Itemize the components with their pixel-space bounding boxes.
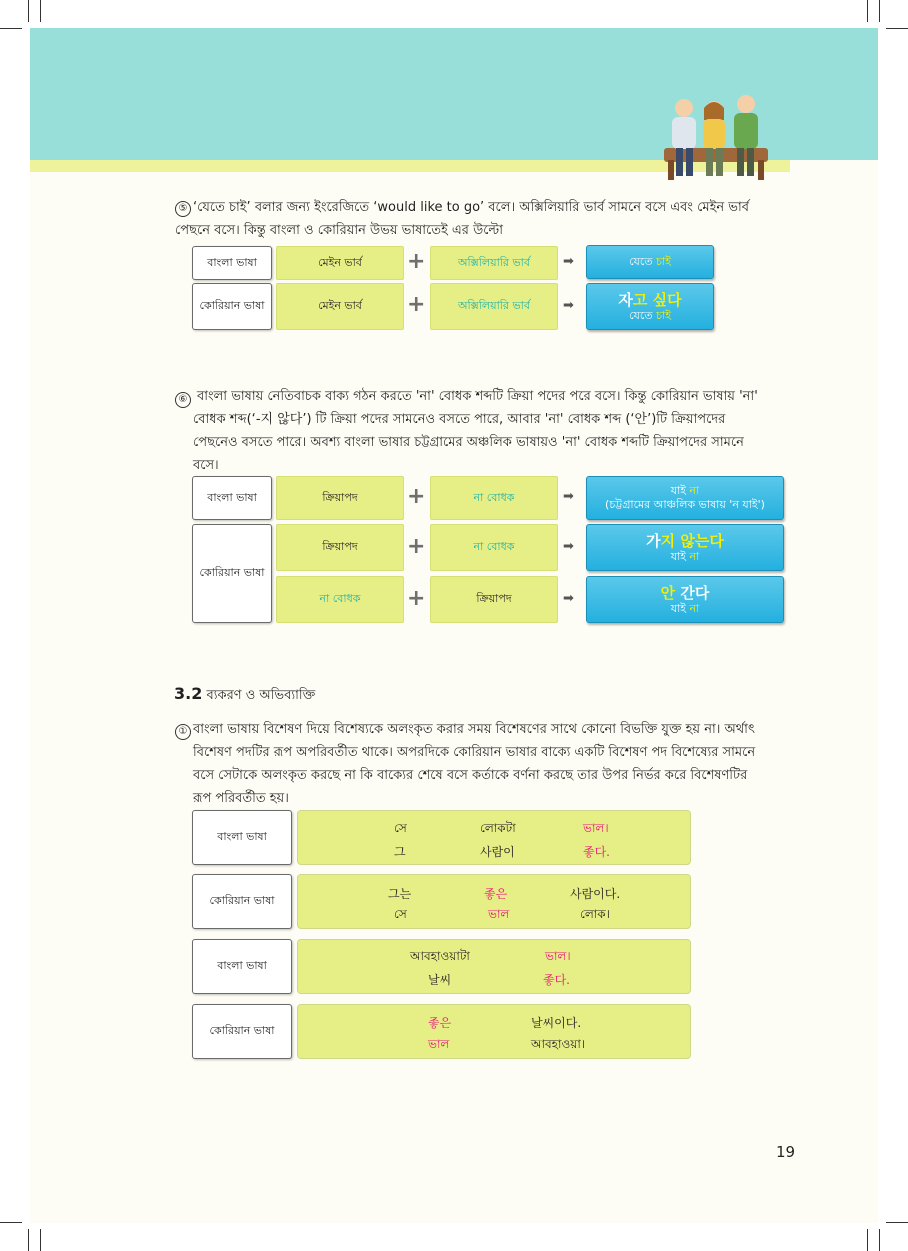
- plus-sign: +: [407, 534, 426, 559]
- page-number: 19: [776, 1143, 796, 1161]
- table5-row1-main-verb: মেইন ভার্ব: [276, 246, 404, 280]
- item1-text-line1: বাংলা ভাষায় বিশেষণ দিয়ে বিশেষ্যকে অলংকৃত করার সময় বিশেষণের সাথে কোনো বিভক্তি যুক্ত হয় না। অর্থাৎ: [193, 722, 755, 737]
- plus-sign: +: [407, 484, 426, 509]
- table5-row2-aux-verb: অক্সিলিয়ারি ভার্ব: [430, 283, 558, 330]
- section-title: ব্যকরণ ও অভিব্যাক্তি: [206, 688, 316, 703]
- crop-mark: [28, 1229, 29, 1251]
- table6-row3-negation: না বোধক: [276, 576, 404, 623]
- crop-mark: [867, 1229, 868, 1251]
- arrow-right-icon: ➡: [563, 489, 574, 504]
- example-adjective: 좋은: [428, 1016, 452, 1030]
- table6-korean-label: কোরিয়ান ভাষা: [192, 524, 272, 623]
- table5-row2-label: কোরিয়ান ভাষা: [192, 283, 272, 330]
- example3-label: বাংলা ভাষা: [192, 939, 292, 994]
- item1-text-line4: রূপ পরিবর্তীত হয়।: [193, 791, 289, 806]
- table5-row1-label: বাংলা ভাষা: [192, 246, 272, 280]
- table6-row1-result: [586, 476, 784, 520]
- item6-text-line4: বসে।: [193, 458, 219, 473]
- result-highlight: চাই: [656, 308, 671, 322]
- korean-verb: 간다: [675, 583, 710, 602]
- item5-text-line1: ‘যেতে চাই’ বলার জন্য ইংরেজিতে ‘would like to go’ বলে। অক্সিলিয়ারি ভার্ব সামনে বসে এবং মেইন ভার্ব: [193, 200, 749, 215]
- example1-label: বাংলা ভাষা: [192, 810, 292, 865]
- section-number: 3.2: [174, 684, 203, 703]
- three-people-bench-illustration: [662, 90, 774, 182]
- example-adjective: 좋다.: [583, 845, 610, 859]
- example2-label: কোরিয়ান ভাষা: [192, 874, 292, 929]
- example1-box: [297, 810, 691, 865]
- plus-sign: +: [407, 249, 426, 274]
- item6-text-line2: বোধক শব্দ(‘-지 않다’) টি ক্রিয়া পদের সামনেও বসতে পারে, আবার 'না' বোধক শব্দ (‘안’)টি ক্রিয়াপদের: [193, 412, 726, 427]
- example-adjective: ভাল।: [545, 949, 571, 963]
- item-number-1: ①: [175, 724, 191, 740]
- example-word: লোক।: [580, 907, 610, 921]
- result-text: যাই: [670, 601, 690, 615]
- item1-text-line3: বসে সেটাকে অলংকৃত করছে না কি বাক্যের শেষে বসে কর্তাকে বর্ণনা করছে তার উপর নির্ভর করে বিশেষণটির: [193, 768, 748, 783]
- example-adjective: 좋다.: [543, 973, 570, 987]
- example-word: 그: [394, 845, 406, 859]
- crop-mark: [867, 0, 868, 22]
- table5-row1-aux-verb: অক্সিলিয়ারি ভার্ব: [430, 246, 558, 280]
- item1-text-line2: বিশেষণ পদটির রূপ অপরিবর্তীত থাকে। অপরদিকে কোরিয়ান ভাষার বাক্যে একটি বিশেষণ পদ বিশেষ্যের সামনে: [193, 745, 756, 760]
- example-word: আবহাওয়াটা: [410, 949, 470, 963]
- result-highlight: চাই: [656, 255, 671, 268]
- example-word: 사람이다.: [570, 887, 621, 901]
- example-word: সে: [394, 821, 407, 835]
- example-adjective: ভাল।: [583, 821, 609, 835]
- example-adjective: 좋은: [484, 887, 508, 901]
- table5-row2-result: [586, 283, 714, 330]
- example-word: আবহাওয়া।: [531, 1037, 586, 1051]
- table6-row1-verb: ক্রিয়াপদ: [276, 476, 404, 520]
- example4-box: [297, 1004, 691, 1059]
- result-text: যেতে: [629, 255, 657, 268]
- crop-mark: [879, 0, 880, 22]
- crop-mark: [40, 1229, 41, 1251]
- section-heading: [174, 684, 315, 707]
- table6-row2-negation: না বোধক: [430, 524, 558, 571]
- result-text: যাই: [670, 484, 690, 497]
- crop-mark: [886, 1222, 908, 1223]
- result-text: যাই: [670, 549, 690, 563]
- table6-row3-verb: ক্রিয়াপদ: [430, 576, 558, 623]
- item-number-5: ⑤: [175, 201, 191, 217]
- plus-sign: +: [407, 292, 426, 317]
- table6-row1-negation: না বোধক: [430, 476, 558, 520]
- item6-text-line1: বাংলা ভাষায় নেতিবাচক বাক্য গঠন করতে 'না' বোধক শব্দটি ক্রিয়া পদের পরে বসে। কিন্তু কোরিয়ান ভাষায় 'না': [197, 389, 758, 404]
- chittagong-note: (চট্টগ্রামের আঞ্চলিক ভাষায় 'ন যাই'): [605, 498, 765, 511]
- example-adjective: ভাল: [488, 907, 510, 921]
- example-word: সে: [394, 907, 407, 921]
- table5-row2-main-verb: মেইন ভার্ব: [276, 283, 404, 330]
- crop-mark: [0, 1222, 22, 1223]
- table6-row2-verb: ক্রিয়াপদ: [276, 524, 404, 571]
- result-highlight: না: [689, 549, 700, 563]
- table6-bangla-label: বাংলা ভাষা: [192, 476, 272, 520]
- example-word: লোকটা: [480, 821, 516, 835]
- plus-sign: +: [407, 586, 426, 611]
- example-word: 그는: [388, 887, 412, 901]
- table5-row1-result: [586, 245, 714, 279]
- arrow-right-icon: ➡: [563, 254, 574, 269]
- crop-mark: [0, 28, 22, 29]
- crop-mark: [40, 0, 41, 22]
- korean-negation: 안: [660, 583, 676, 602]
- example-word: 날씨: [428, 973, 452, 987]
- item6-text-line3: পেছনেও বসতে পারে। অবশ্য বাংলা ভাষার চট্টগ্রামের অঞ্চলিক ভাষায়ও 'না' বোধক শব্দটি ক্রিয়াপদের সামনে: [193, 435, 744, 450]
- crop-mark: [886, 28, 908, 29]
- korean-stem: 자: [618, 290, 633, 309]
- korean-stem: 가: [646, 531, 661, 550]
- crop-mark: [28, 0, 29, 22]
- example3-box: [297, 939, 691, 994]
- example2-box: [297, 874, 691, 929]
- korean-ending: 고 싶다: [632, 290, 682, 309]
- result-highlight: না: [689, 484, 700, 497]
- example-adjective: ভাল: [428, 1037, 450, 1051]
- example-word: 사람이: [480, 845, 515, 859]
- result-text: যেতে: [629, 308, 657, 322]
- arrow-right-icon: ➡: [563, 539, 574, 554]
- result-highlight: না: [689, 601, 700, 615]
- item5-text-line2: পেছনে বসে। কিন্তু বাংলা ও কোরিয়ান উভয় ভাষাতেই এর উল্টো: [175, 223, 503, 238]
- crop-mark: [879, 1229, 880, 1251]
- korean-ending: 지 않는다: [660, 531, 724, 550]
- item-number-6: ⑥: [175, 392, 191, 408]
- table6-row3-result: [586, 576, 784, 623]
- arrow-right-icon: ➡: [563, 298, 574, 313]
- example-word: 날씨이다.: [531, 1016, 582, 1030]
- table6-row2-result: [586, 524, 784, 571]
- arrow-right-icon: ➡: [563, 591, 574, 606]
- example4-label: কোরিয়ান ভাষা: [192, 1004, 292, 1059]
